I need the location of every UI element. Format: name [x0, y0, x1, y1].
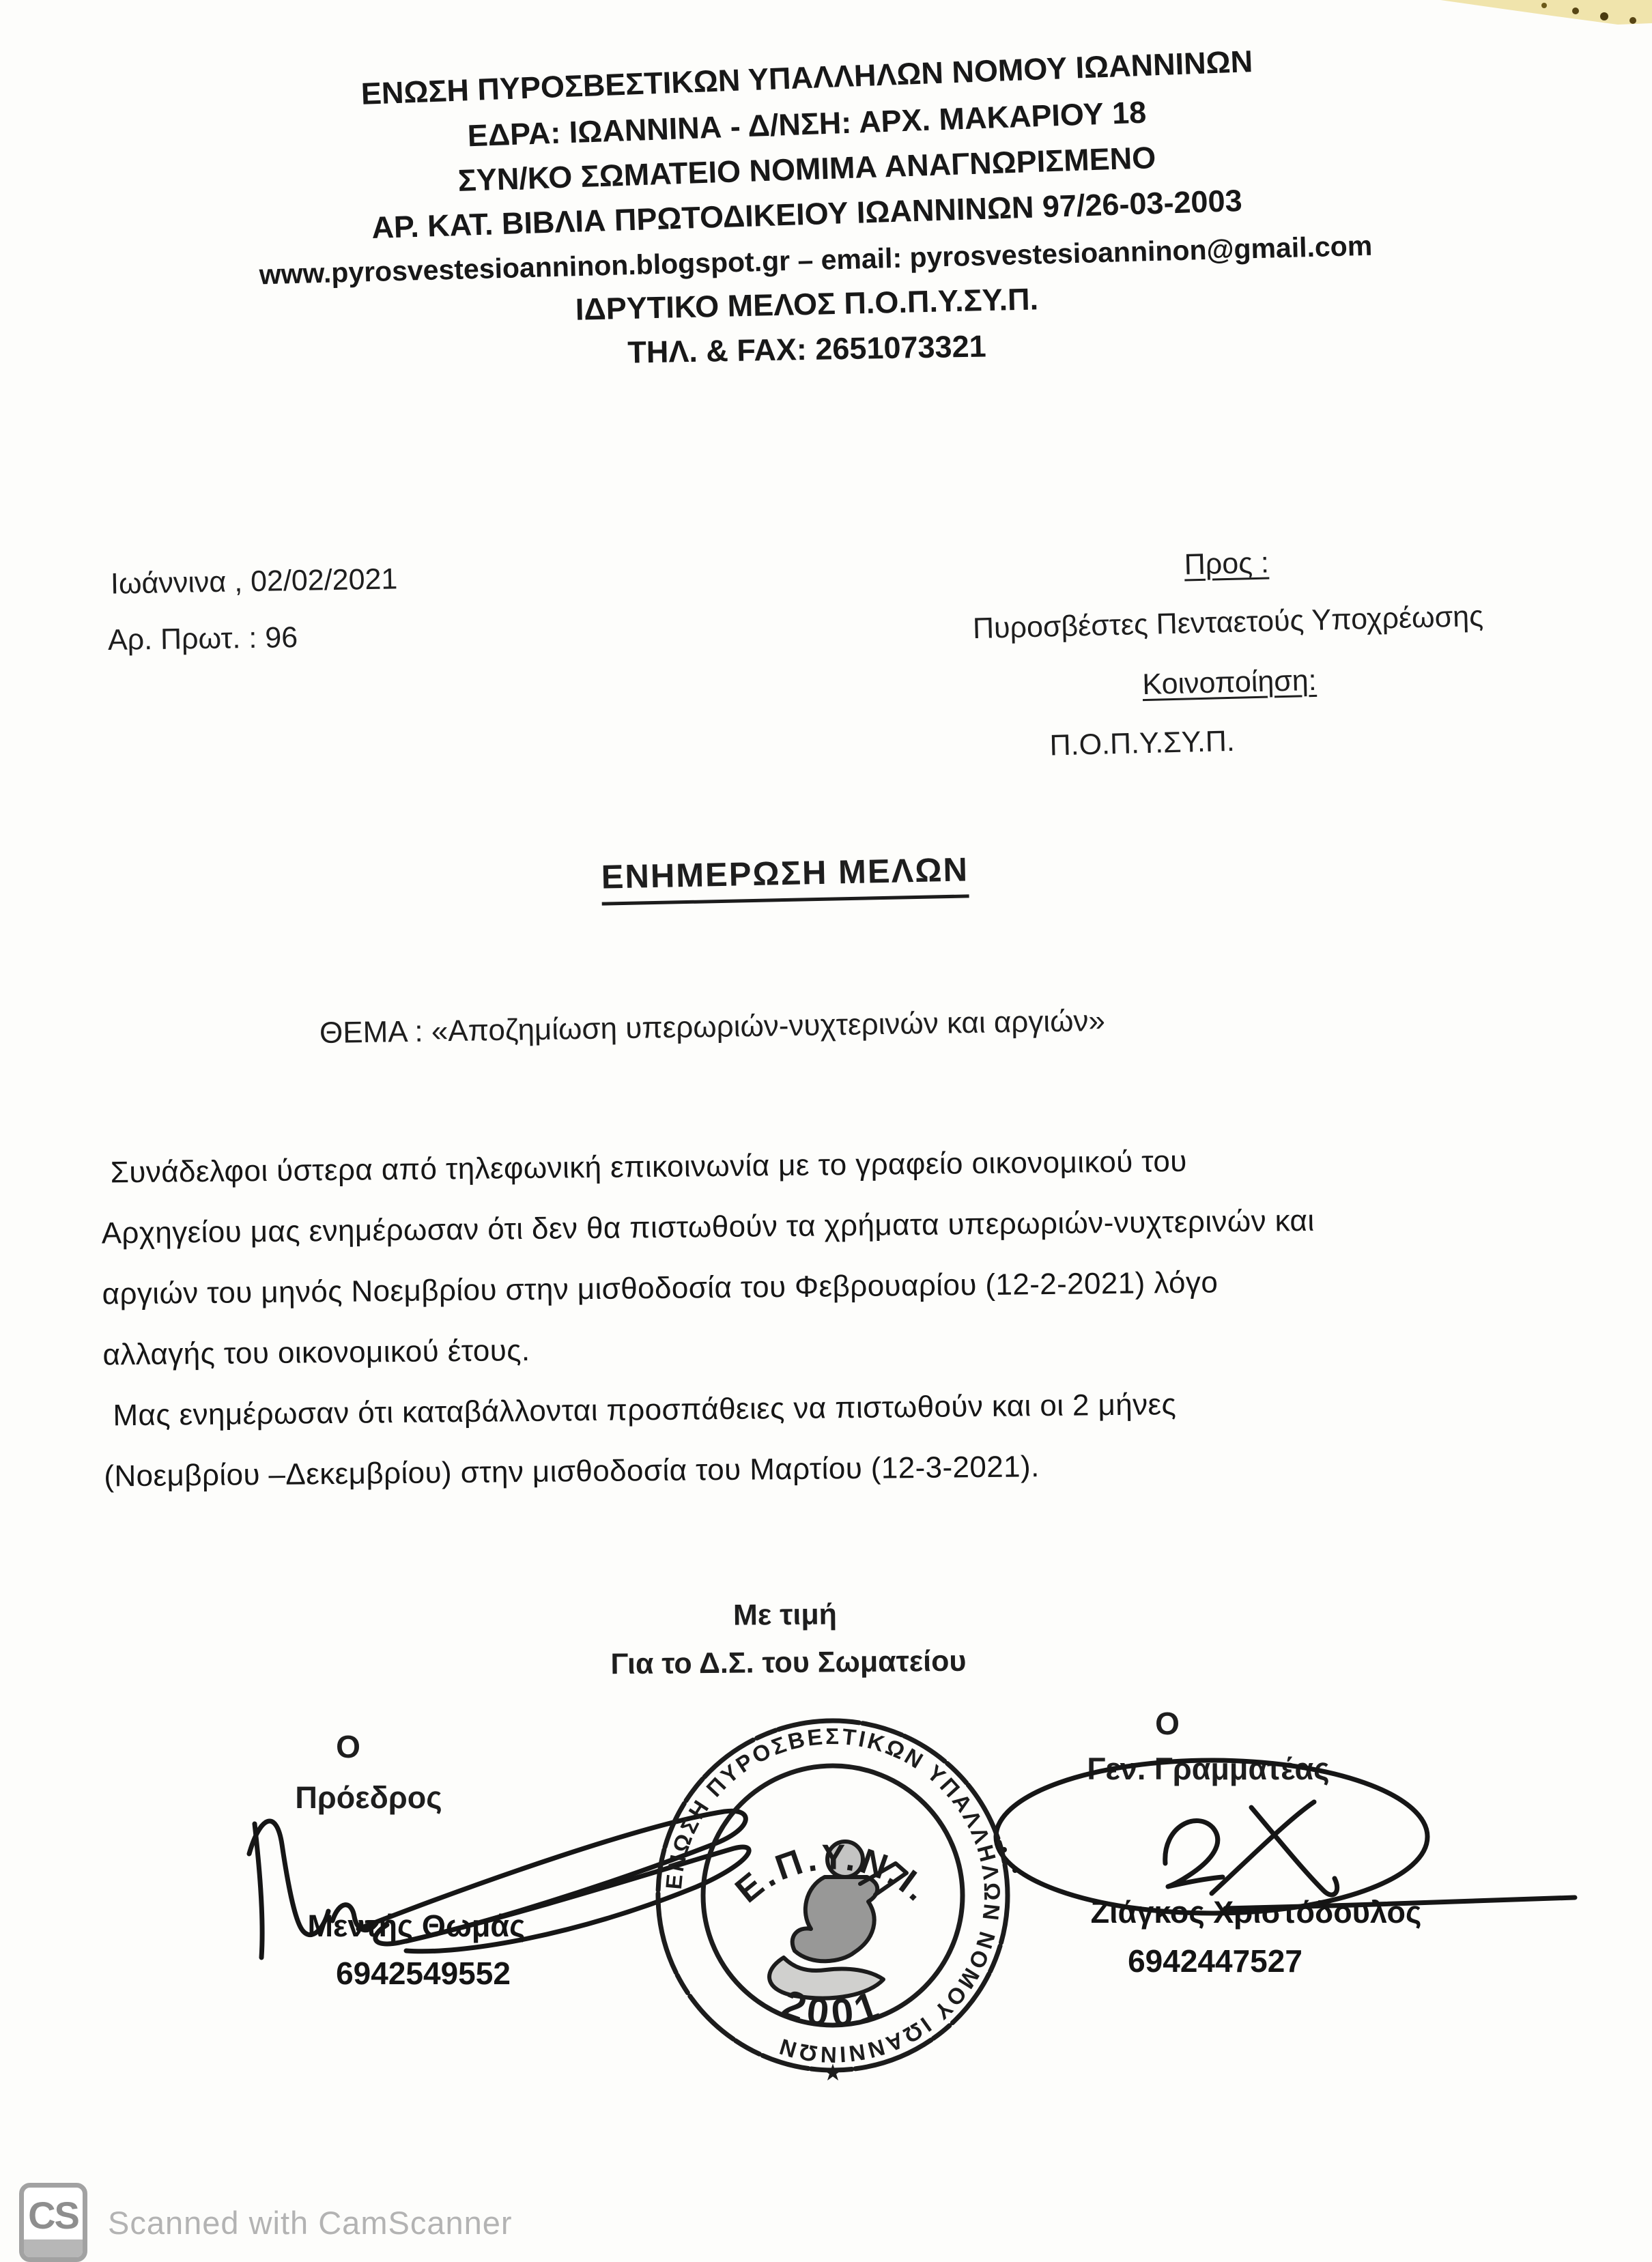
- body-line: Αρχηγείου μας ενημέρωσαν ότι δεν θα πιστωθούν τα χρήματα υπερωριών-νυχτερινών και: [101, 1203, 1315, 1250]
- scan-artifact-top-right: [1393, 0, 1652, 34]
- scan-artifact-speck: [1600, 12, 1608, 20]
- camscanner-logo: [19, 2183, 87, 2262]
- recipient-to-value: Πυροσβέστες Πενταετούς Υποχρέωσης: [972, 599, 1484, 646]
- signature-stroke: [1212, 1802, 1314, 1893]
- recipient-cc-value: Π.Ο.Π.Υ.ΣΥ.Π.: [1049, 724, 1236, 762]
- letterhead-legal-status: ΣΥΝ/ΚΟ ΣΩΜΑΤΕΙΟ ΝΟΜΙΜΑ ΑΝΑΓΝΩΡΙΣΜΕΝΟ: [457, 140, 1156, 198]
- signature-stroke: [1165, 1820, 1223, 1887]
- recipient-to-label: Προς :: [1184, 546, 1270, 582]
- scan-artifact-speck: [1541, 3, 1547, 8]
- recipient-cc-label: Κοινοποίηση:: [1141, 663, 1318, 702]
- place-date: Ιωάννινα , 02/02/2021: [110, 562, 398, 601]
- closing-on-behalf: Για το Δ.Σ. του Σωματείου: [610, 1644, 967, 1681]
- scan-artifact-speck: [1629, 17, 1636, 24]
- camscanner-text: Scanned with CamScanner: [108, 2204, 513, 2241]
- union-stamp: [642, 1701, 1024, 2093]
- letterhead-address: ΕΔΡΑ: ΙΩΑΝΝΙΝΑ - Δ/ΝΣΗ: ΑΡΧ. ΜΑΚΑΡΙΟΥ 18: [466, 94, 1148, 154]
- body-line: Συνάδελφοι ύστερα από τηλεφωνική επικοινωνία με το γραφείο οικονομικού του: [110, 1144, 1188, 1190]
- body-line: (Νοεμβρίου –Δεκεμβρίου) στην μισθοδοσία του Μαρτίου (12-3-2021).: [104, 1450, 1040, 1493]
- body-line: Μας ενημέρωσαν ότι καταβάλλονται προσπάθειες να πιστωθούν και οι 2 μήνες: [113, 1388, 1177, 1433]
- camscanner-logo-letters: CS: [28, 2194, 79, 2237]
- secretary-role: Γεν. Γραμματέας: [1087, 1751, 1330, 1786]
- secretary-name: Ζιάγκος Χριστόδουλος: [1090, 1895, 1422, 1930]
- signature-stroke: [255, 1824, 262, 1958]
- president-phone: 6942549552: [336, 1956, 511, 1991]
- letterhead-founding-member: ΙΔΡΥΤΙΚΟ ΜΕΛΟΣ Π.Ο.Π.Υ.ΣΥ.Π.: [575, 281, 1039, 327]
- president-article: Ο: [336, 1729, 360, 1764]
- secretary-article: Ο: [1155, 1706, 1180, 1741]
- body-line: αλλαγής του οικονομικού έτους.: [102, 1333, 530, 1372]
- secretary-phone: 6942447527: [1128, 1943, 1302, 1979]
- letterhead-registry-number: ΑΡ. ΚΑΤ. ΒΙΒΛΙΑ ΠΡΩΤΟΔΙΚΕΙΟΥ ΙΩΑΝΝΙΝΩΝ 97/26-03-2003: [371, 182, 1243, 246]
- body-line: αργιών του μηνός Νοεμβρίου στην μισθοδοσία του Φεβρουαρίου (12-2-2021) λόγο: [102, 1265, 1219, 1311]
- body-paragraph: [100, 1126, 1606, 1506]
- subject-line: ΘΕΜΑ : «Αποζημίωση υπερωριών-νυχτερινών και αργιών»: [319, 1003, 1106, 1050]
- letterhead-phone-fax: ΤΗΛ. & FAX: 2651073321: [627, 328, 987, 370]
- stamp-acronym: Ε.Π.Υ.Ν.Ι.: [728, 1837, 939, 1911]
- stamp-year: 2001: [776, 1981, 889, 2036]
- president-name: Μεντής Θωμάς: [307, 1908, 526, 1943]
- stamp-star: ★: [822, 2060, 844, 2086]
- document-title: ΕΝΗΜΕΡΩΣΗ ΜΕΛΩΝ: [0, 837, 1611, 919]
- protocol-number: Αρ. Πρωτ. : 96: [107, 621, 298, 657]
- camscanner-watermark: [19, 2183, 513, 2262]
- camscanner-logo-bar: [24, 2239, 83, 2257]
- stamp-ring-text: ΕΝΩΣΗ ΠΥΡΟΣΒΕΣΤΙΚΩΝ ΥΠΑΛΛΗΛΩΝ ΝΟΜΟΥ ΙΩΑΝΝΙΝΩΝ: [660, 1723, 1006, 2068]
- closing-salutation: Με τιμή: [732, 1598, 838, 1632]
- letterhead-web-email: www.pyrosvestesioanninon.blogspot.gr – email: pyrosvestesioanninon@gmail.com: [259, 229, 1373, 291]
- scan-artifact-speck: [1572, 8, 1579, 14]
- recipient-block: [898, 539, 1558, 766]
- letterhead-union-name: ΕΝΩΣΗ ΠΥΡΟΣΒΕΣΤΙΚΩΝ ΥΠΑΛΛΗΛΩΝ ΝΟΜΟΥ ΙΩΑΝΝΙΝΩΝ: [360, 44, 1253, 111]
- president-role: Πρόεδρος: [295, 1780, 442, 1815]
